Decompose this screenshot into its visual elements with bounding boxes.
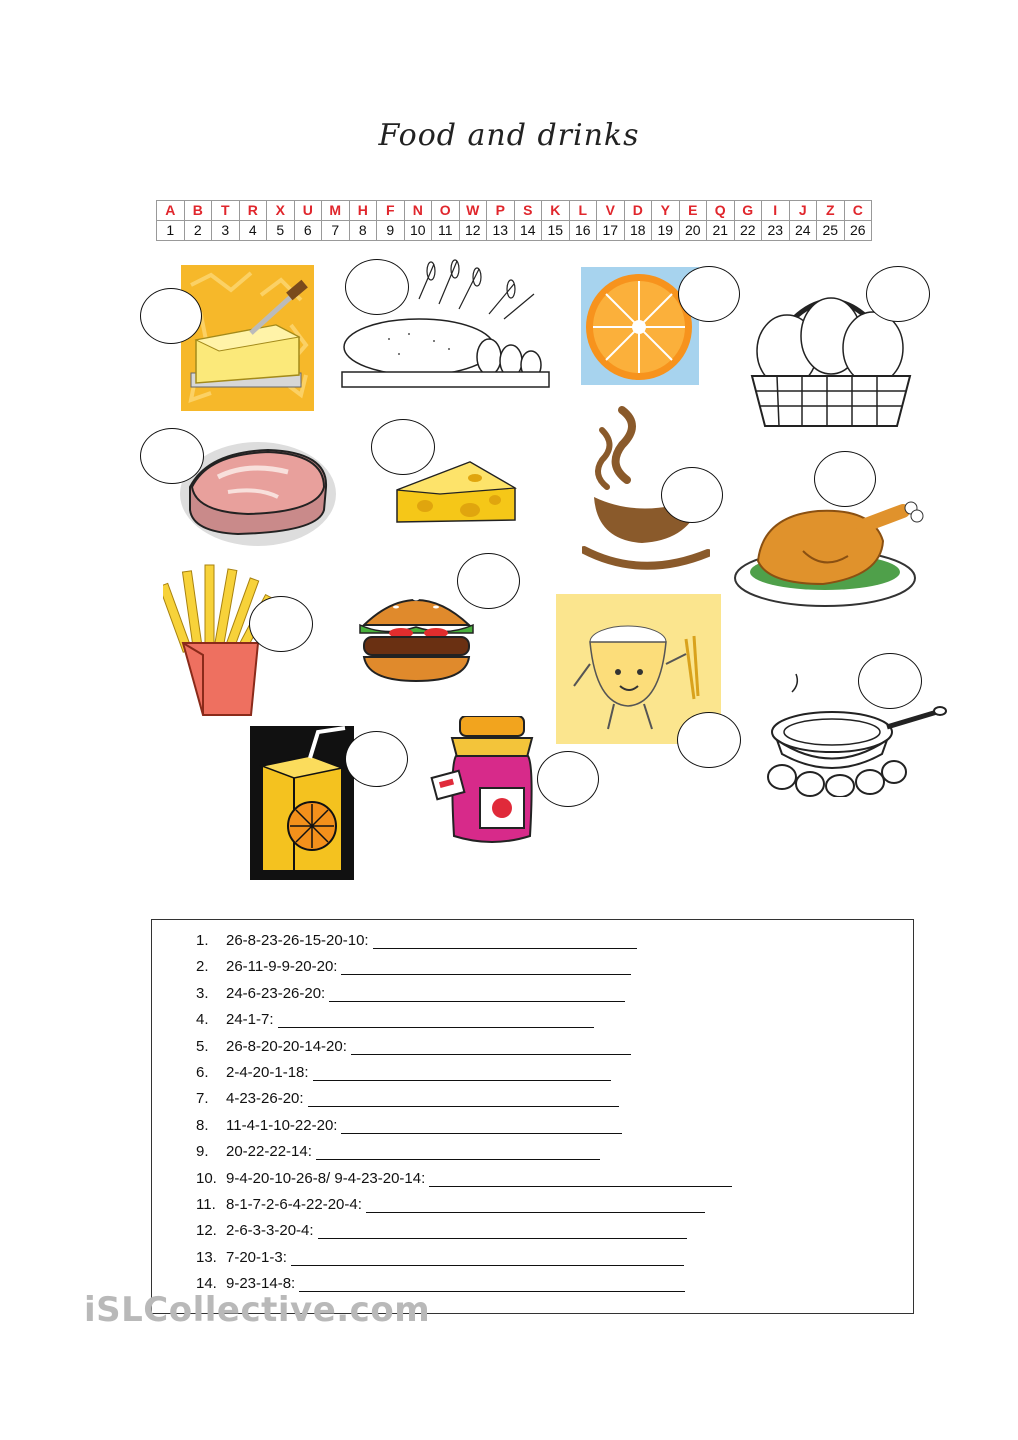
cipher-letter: M <box>322 201 350 221</box>
question-code: 11-4-1-10-22-20: <box>226 1116 338 1134</box>
question-item <box>196 955 631 975</box>
cipher-number: 18 <box>624 221 652 241</box>
cipher-letter: V <box>597 201 625 221</box>
answer-circle[interactable] <box>661 467 723 523</box>
cipher-letter: T <box>212 201 240 221</box>
cipher-number: 1 <box>157 221 185 241</box>
answer-line[interactable] <box>318 1224 687 1239</box>
question-code: 20-22-22-14: <box>226 1143 312 1161</box>
answer-circle[interactable] <box>140 288 202 344</box>
answer-circle[interactable] <box>345 259 409 315</box>
cipher-number: 6 <box>294 221 322 241</box>
answer-circle[interactable] <box>677 712 741 768</box>
cipher-number: 17 <box>597 221 625 241</box>
watermark: iSLCollective.com <box>84 1290 431 1330</box>
cipher-letter: L <box>569 201 597 221</box>
cipher-number: 15 <box>542 221 570 241</box>
answer-circle[interactable] <box>678 266 740 322</box>
cipher-letter: N <box>404 201 432 221</box>
cipher-number: 26 <box>844 221 872 241</box>
answer-circle[interactable] <box>249 596 313 652</box>
question-item <box>196 1193 705 1213</box>
cipher-number: 25 <box>817 221 845 241</box>
cipher-number: 24 <box>789 221 817 241</box>
cipher-letters-row <box>157 201 872 221</box>
question-code: 2-6-3-3-20-4: <box>226 1222 314 1240</box>
cipher-number: 5 <box>267 221 295 241</box>
cipher-numbers-row <box>157 221 872 241</box>
cipher-number: 14 <box>514 221 542 241</box>
answer-line[interactable] <box>316 1145 600 1160</box>
juice-box-picture <box>250 726 354 880</box>
question-number: 10. <box>196 1169 217 1187</box>
answer-line[interactable] <box>291 1251 684 1266</box>
answer-line[interactable] <box>429 1172 732 1187</box>
cipher-letter: G <box>734 201 762 221</box>
answer-circle[interactable] <box>858 653 922 709</box>
question-item <box>196 1061 611 1081</box>
page-title: Food and drinks <box>378 118 640 153</box>
butter-picture <box>181 265 314 411</box>
question-number: 4. <box>196 1011 209 1029</box>
cipher-letter: E <box>679 201 707 221</box>
cipher-letter: I <box>762 201 790 221</box>
answer-circle[interactable] <box>457 553 520 609</box>
answer-line[interactable] <box>373 934 637 949</box>
question-code: 7-20-1-3: <box>226 1248 287 1266</box>
cipher-number: 16 <box>569 221 597 241</box>
question-code: 9-23-14-8: <box>226 1275 296 1293</box>
answer-line[interactable] <box>351 1040 631 1055</box>
cipher-letter: W <box>459 201 487 221</box>
answer-line[interactable] <box>313 1066 611 1081</box>
cipher-number: 9 <box>377 221 405 241</box>
question-item <box>196 1114 622 1134</box>
question-item <box>196 1246 684 1266</box>
cipher-letter: B <box>184 201 212 221</box>
question-number: 3. <box>196 984 209 1002</box>
cipher-letter: P <box>487 201 515 221</box>
answer-line[interactable] <box>308 1092 619 1107</box>
question-number: 2. <box>196 958 209 976</box>
cipher-letter: Z <box>817 201 845 221</box>
question-code: 26-8-23-26-15-20-10: <box>226 932 369 949</box>
question-code: 9-4-20-10-26-8/ 9-4-23-20-14: <box>226 1169 426 1187</box>
question-item <box>196 1167 732 1187</box>
cipher-letter: F <box>377 201 405 221</box>
question-item <box>196 1140 600 1160</box>
cipher-number: 4 <box>239 221 267 241</box>
cipher-number: 7 <box>322 221 350 241</box>
question-number: 6. <box>196 1064 209 1081</box>
cipher-letter: S <box>514 201 542 221</box>
question-item <box>196 929 637 949</box>
question-number: 12. <box>196 1222 217 1240</box>
answer-circle[interactable] <box>866 266 930 322</box>
cipher-letter: U <box>294 201 322 221</box>
question-code: 4-23-26-20: <box>226 1090 304 1108</box>
answer-line[interactable] <box>341 960 631 975</box>
answer-circle[interactable] <box>140 428 204 484</box>
cipher-letter: J <box>789 201 817 221</box>
question-item <box>196 1087 619 1107</box>
question-item <box>196 982 625 1002</box>
cipher-number: 12 <box>459 221 487 241</box>
question-number: 8. <box>196 1116 209 1134</box>
cipher-number: 8 <box>349 221 377 241</box>
answer-line[interactable] <box>329 987 625 1002</box>
question-item <box>196 1008 594 1028</box>
question-code: 24-6-23-26-20: <box>226 984 326 1002</box>
cipher-letter: K <box>542 201 570 221</box>
burger-picture <box>356 585 477 685</box>
answer-line[interactable] <box>341 1119 622 1134</box>
cipher-letter: H <box>349 201 377 221</box>
question-code: 2-4-20-1-18: <box>226 1064 309 1081</box>
cipher-number: 23 <box>762 221 790 241</box>
answer-line[interactable] <box>278 1013 594 1028</box>
cipher-letter: C <box>844 201 872 221</box>
cipher-number: 11 <box>432 221 460 241</box>
answer-circle[interactable] <box>371 419 435 475</box>
question-item <box>196 1219 687 1239</box>
question-code: 26-8-20-20-14-20: <box>226 1037 347 1055</box>
cipher-table <box>156 200 872 241</box>
question-number: 7. <box>196 1090 209 1108</box>
question-number: 14. <box>196 1275 217 1293</box>
cipher-number: 21 <box>707 221 735 241</box>
cipher-letter: R <box>239 201 267 221</box>
answer-circle[interactable] <box>345 731 408 787</box>
cipher-letter: A <box>157 201 185 221</box>
cipher-letter: Y <box>652 201 680 221</box>
answer-circle[interactable] <box>537 751 599 807</box>
question-code: 8-1-7-2-6-4-22-20-4: <box>226 1196 362 1213</box>
question-number: 9. <box>196 1143 209 1161</box>
chicken-picture <box>733 496 928 612</box>
question-code: 26-11-9-9-20-20: <box>226 958 338 976</box>
cipher-number: 22 <box>734 221 762 241</box>
question-code: 24-1-7: <box>226 1011 274 1029</box>
answer-line[interactable] <box>366 1198 705 1213</box>
answer-circle[interactable] <box>814 451 876 507</box>
cipher-number: 10 <box>404 221 432 241</box>
cipher-letter: X <box>267 201 295 221</box>
cipher-number: 19 <box>652 221 680 241</box>
question-number: 13. <box>196 1248 217 1266</box>
question-number: 1. <box>196 932 209 949</box>
jam-jar-picture <box>430 716 546 846</box>
question-number: 11. <box>196 1196 216 1213</box>
question-number: 5. <box>196 1037 209 1055</box>
cipher-letter: O <box>432 201 460 221</box>
cipher-number: 20 <box>679 221 707 241</box>
cipher-letter: D <box>624 201 652 221</box>
cipher-number: 2 <box>184 221 212 241</box>
cipher-letter: Q <box>707 201 735 221</box>
question-item <box>196 1035 631 1055</box>
cipher-number: 3 <box>212 221 240 241</box>
cipher-number: 13 <box>487 221 515 241</box>
